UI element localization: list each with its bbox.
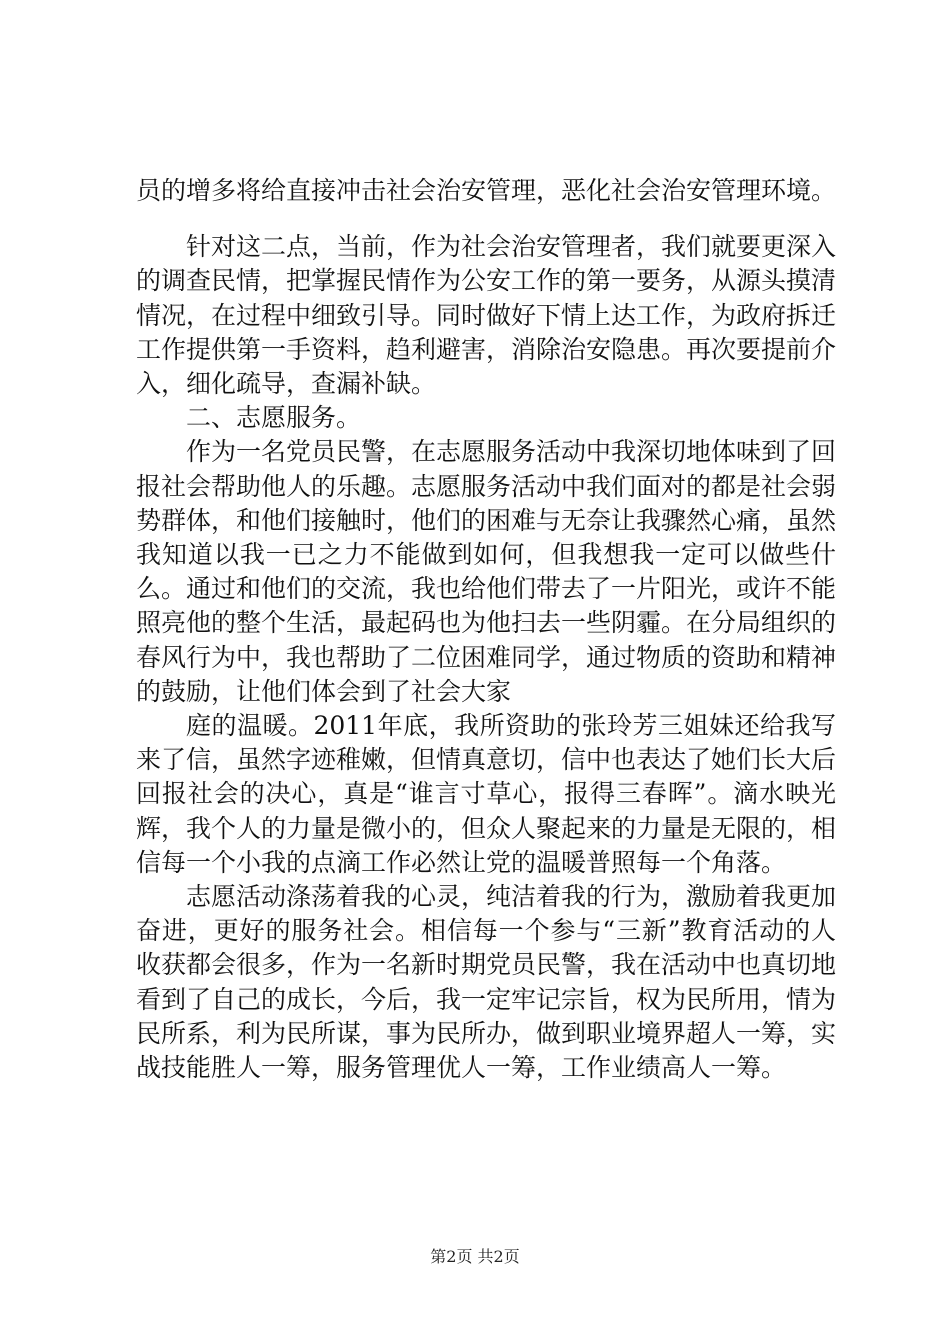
paragraph-countermeasures: 针对这二点，当前，作为社会治安管理者，我们就要更深入的调查民情，把掌握民情作为公安工作的第一要务，从源头摸清情况，在过程中细致引导。同时做好下情上达工作，为政府拆迁工作提供第一手资料，趋利避害，消除治安隐患。再次要提前介入，细化疏导，查漏补缺。: [136, 232, 837, 399]
paragraph-conclusion: 志愿活动涤荡着我的心灵，纯洁着我的行为，激励着我更加奋进，更好的服务社会。相信每一个参与“三新”教育活动的人收获都会很多，作为一名新时期党员民警，我在活动中也真切地看到了自己的成长，今后，我一定牢记宗旨，权为民所用，情为民所系，利为民所谋，事为民所办，做到职业境界超人一筹，实战技能胜人一筹，服务管理优人一筹，工作业绩高人一筹。: [136, 882, 837, 1083]
paragraph-family-warmth: 庭的温暖。2011年底，我所资助的张玲芳三姐妹还给我写来了信，虽然字迹稚嫩，但情真意切，信中也表达了她们长大后回报社会的决心，真是“谁言寸草心，报得三春晖”。滴水映光辉，我个人的力量是微小的，但众人聚起来的力量是无限的，相信每一个小我的点滴工作必然让党的温暖普照每一个角落。: [136, 711, 837, 877]
section-heading-volunteer-service: 二、志愿服务。: [186, 403, 362, 433]
document-body: [136, 174, 836, 1085]
page-footer: 第2页 共2页: [430, 1247, 520, 1266]
paragraph-continuation: 员的增多将给直接冲击社会治安管理，恶化社会治安管理环境。: [136, 176, 837, 205]
paragraph-volunteer-experience: 作为一名党员民警，在志愿服务活动中我深切地体味到了回报社会帮助他人的乐趣。志愿服务活动中我们面对的都是社会弱势群体，和他们接触时，他们的困难与无奈让我骤然心痛，虽然我知道以我一已之力不能做到如何，但我想我一定可以做些什么。通过和他们的交流，我也给他们带去了一片阳光，或许不能照亮他的整个生活，最起码也为他扫去一些阴霾。在分局组织的春风行为中，我也帮助了二位困难同学，通过物质的资助和精神的鼓励，让他们体会到了社会大家: [136, 437, 837, 706]
